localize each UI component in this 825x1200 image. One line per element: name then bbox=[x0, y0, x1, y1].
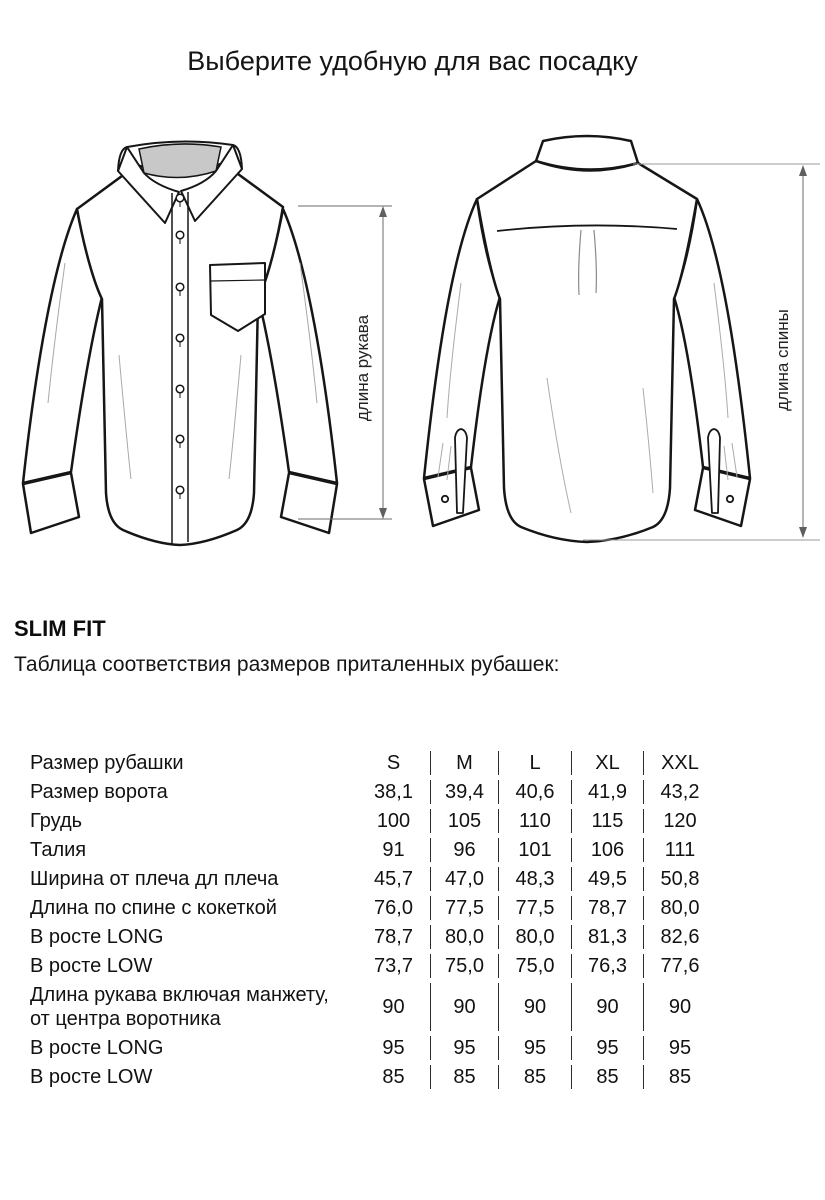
size-table-row bbox=[30, 838, 716, 862]
size-value-cell: 81,3 bbox=[571, 925, 643, 949]
size-value-cell: 77,6 bbox=[643, 954, 716, 978]
size-value-cell: 85 bbox=[382, 1066, 405, 1088]
size-value-cell: 82,6 bbox=[643, 925, 716, 949]
sleeve-length-label: длина рукава bbox=[353, 314, 372, 422]
size-value-cell: 95 bbox=[430, 1036, 498, 1060]
row-label: Размер рубашки bbox=[30, 752, 184, 774]
table-subtitle: Таблица соответствия размеров приталенных рубашек: bbox=[14, 653, 560, 676]
size-value-cell: 45,7 bbox=[374, 868, 413, 890]
size-value-cell: 106 bbox=[571, 838, 643, 862]
size-table-row bbox=[30, 954, 716, 978]
size-table-row bbox=[30, 983, 716, 1031]
size-column-header: S bbox=[386, 752, 401, 774]
size-value-cell: 48,3 bbox=[498, 867, 571, 891]
size-table-row bbox=[30, 1036, 716, 1060]
size-value-cell: 76,0 bbox=[374, 897, 413, 919]
size-value-cell: 80,0 bbox=[498, 925, 571, 949]
row-label: Размер ворота bbox=[30, 781, 168, 803]
size-column-header: XL bbox=[571, 751, 643, 775]
size-value-cell: 40,6 bbox=[498, 780, 571, 804]
row-label: В росте LONG bbox=[30, 926, 164, 948]
size-value-cell: 78,7 bbox=[374, 926, 413, 948]
back-length-label: длина спины bbox=[773, 309, 792, 411]
size-value-cell: 95 bbox=[571, 1036, 643, 1060]
size-value-cell: 95 bbox=[498, 1036, 571, 1060]
row-label: В росте LOW bbox=[30, 955, 153, 977]
size-value-cell: 90 bbox=[571, 983, 643, 1031]
fit-heading: SLIM FIT bbox=[14, 616, 106, 641]
size-value-cell: 85 bbox=[643, 1065, 716, 1089]
size-column-header: L bbox=[498, 751, 571, 775]
row-label: Талия bbox=[30, 839, 87, 861]
row-label: Длина рукава включая манжету, от центра воротника bbox=[30, 984, 329, 1030]
size-value-cell: 49,5 bbox=[571, 867, 643, 891]
size-value-cell: 73,7 bbox=[374, 955, 413, 977]
size-value-cell: 100 bbox=[376, 810, 411, 832]
row-label: В росте LOW bbox=[30, 1066, 153, 1088]
size-value-cell: 95 bbox=[382, 1037, 405, 1059]
size-value-cell: 39,4 bbox=[430, 780, 498, 804]
size-value-cell: 77,5 bbox=[498, 896, 571, 920]
size-value-cell: 110 bbox=[498, 809, 571, 833]
size-value-cell: 115 bbox=[571, 809, 643, 833]
size-value-cell: 50,8 bbox=[643, 867, 716, 891]
size-value-cell: 77,5 bbox=[430, 896, 498, 920]
row-label: Грудь bbox=[30, 810, 83, 832]
size-table-row bbox=[30, 867, 716, 891]
size-value-cell: 38,1 bbox=[374, 781, 413, 803]
size-value-cell: 91 bbox=[382, 839, 405, 861]
size-value-cell: 85 bbox=[571, 1065, 643, 1089]
size-value-cell: 90 bbox=[430, 983, 498, 1031]
size-table-row bbox=[30, 780, 716, 804]
size-value-cell: 120 bbox=[643, 809, 716, 833]
size-table-row bbox=[30, 809, 716, 833]
measurement-annotations bbox=[0, 130, 825, 560]
size-value-cell: 90 bbox=[382, 996, 405, 1018]
size-value-cell: 80,0 bbox=[643, 896, 716, 920]
size-value-cell: 96 bbox=[430, 838, 498, 862]
size-value-cell: 105 bbox=[430, 809, 498, 833]
size-table-row bbox=[30, 925, 716, 949]
size-value-cell: 75,0 bbox=[430, 954, 498, 978]
size-column-header: M bbox=[430, 751, 498, 775]
size-value-cell: 78,7 bbox=[571, 896, 643, 920]
size-table-row bbox=[30, 896, 716, 920]
size-value-cell: 41,9 bbox=[571, 780, 643, 804]
size-value-cell: 47,0 bbox=[430, 867, 498, 891]
size-value-cell: 85 bbox=[498, 1065, 571, 1089]
row-label: Длина по спине с кокеткой bbox=[30, 897, 277, 919]
size-value-cell: 80,0 bbox=[430, 925, 498, 949]
row-label: В росте LONG bbox=[30, 1037, 164, 1059]
size-value-cell: 90 bbox=[498, 983, 571, 1031]
size-value-cell: 95 bbox=[643, 1036, 716, 1060]
page-title: Выберите удобную для вас посадку bbox=[187, 46, 638, 76]
size-value-cell: 43,2 bbox=[643, 780, 716, 804]
size-column-header: XXL bbox=[643, 751, 716, 775]
size-value-cell: 75,0 bbox=[498, 954, 571, 978]
size-value-cell: 85 bbox=[430, 1065, 498, 1089]
size-table bbox=[30, 746, 716, 1094]
size-table-row bbox=[30, 1065, 716, 1089]
size-table-header-row bbox=[30, 751, 716, 775]
row-label: Ширина от плеча дл плеча bbox=[30, 868, 279, 890]
size-value-cell: 90 bbox=[643, 983, 716, 1031]
size-value-cell: 101 bbox=[498, 838, 571, 862]
arrowheads bbox=[379, 165, 807, 538]
size-value-cell: 111 bbox=[643, 838, 716, 862]
size-value-cell: 76,3 bbox=[571, 954, 643, 978]
